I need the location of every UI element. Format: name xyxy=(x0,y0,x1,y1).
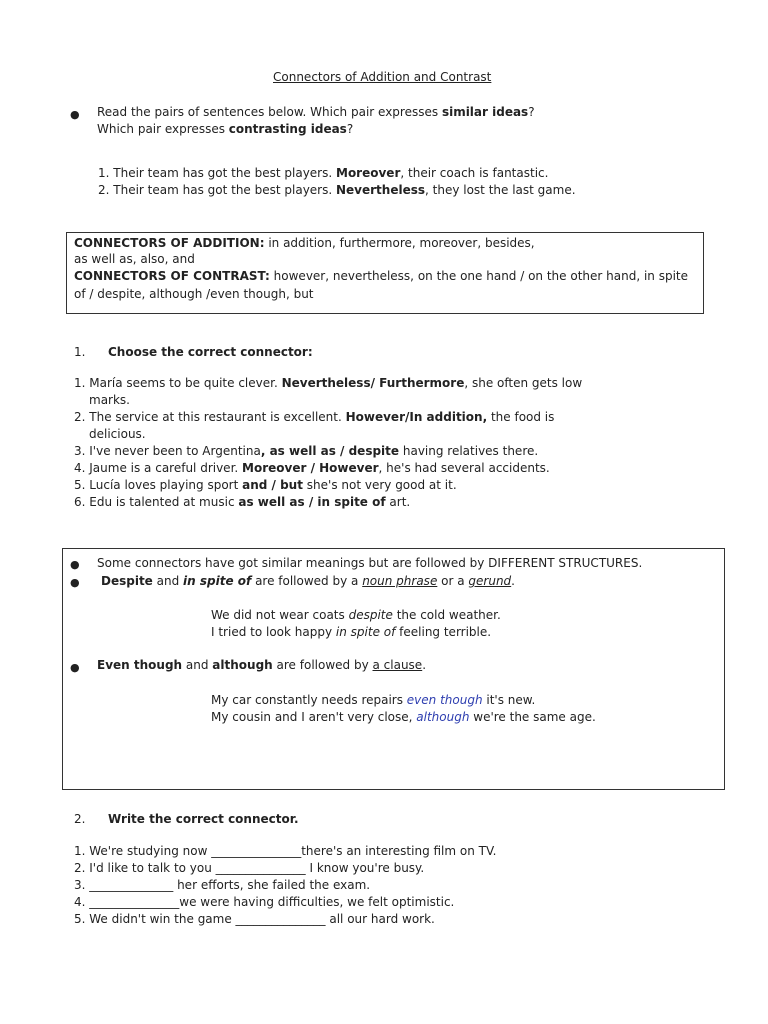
example-text: My car constantly needs repairs xyxy=(211,693,407,707)
example-text: I tried to look happy xyxy=(211,625,336,639)
item-options: as well as / in spite of xyxy=(238,495,386,509)
bullet-marker: ● xyxy=(70,558,80,571)
item-text: 2. The service at this restaurant is excellent. xyxy=(74,410,346,424)
example-connector: although xyxy=(416,710,470,724)
example-text: , their coach is fantastic. xyxy=(400,166,549,180)
intro-text: ? xyxy=(528,105,535,119)
intro-text: Which pair expresses xyxy=(97,122,229,136)
intro-question-line-1 xyxy=(97,104,535,121)
rule-text: or a xyxy=(437,574,469,588)
example-text: 2. Their team has got the best players. xyxy=(98,183,336,197)
exercise-2-item: 1. We're studying now _______________there's an interesting film on TV. xyxy=(74,844,497,858)
in-spite-of-example xyxy=(211,624,491,641)
example-connector: despite xyxy=(348,608,393,622)
item-text: 5. Lucía loves playing sport xyxy=(74,478,243,492)
addition-list: in addition, furthermore, moreover, besides, xyxy=(264,236,535,250)
connector-term: Even though xyxy=(97,658,183,672)
example-text: My cousin and I aren't very close, xyxy=(211,710,417,724)
even-though-rule xyxy=(97,657,426,674)
contrast-connectors xyxy=(74,268,688,285)
exercise-1-item xyxy=(74,494,410,511)
exercise-1-item xyxy=(74,409,554,426)
addition-connectors xyxy=(74,235,535,252)
addition-connectors-cont: as well as, also, and xyxy=(74,252,195,266)
even-though-example xyxy=(211,692,535,709)
example-text: it's new. xyxy=(482,693,536,707)
despite-example xyxy=(211,607,501,624)
item-options: However/In addition, xyxy=(345,410,488,424)
example-connector: Nevertheless xyxy=(336,183,426,197)
rule-text: are followed by xyxy=(272,658,373,672)
item-text: 1. María seems to be quite clever. xyxy=(74,376,282,390)
item-text: having relatives there. xyxy=(399,444,539,458)
intro-text: ? xyxy=(346,122,354,136)
item-text: 6. Edu is talented at music xyxy=(74,495,239,509)
structure-term: a clause xyxy=(372,658,423,672)
example-text: , they lost the last game. xyxy=(425,183,576,197)
exercise-1-item xyxy=(74,443,538,460)
exercise-2-number: 2. xyxy=(74,812,86,826)
item-text: art. xyxy=(385,495,411,509)
item-options: Nevertheless/ Furthermore xyxy=(281,376,465,390)
structure-term: gerund xyxy=(468,574,512,588)
item-text: she's not very good at it. xyxy=(302,478,457,492)
intro-emphasis: contrasting ideas xyxy=(228,122,347,136)
exercise-2-item: 2. I'd like to talk to you _______________ I know you're busy. xyxy=(74,861,425,875)
example-text: We did not wear coats xyxy=(211,608,349,622)
structure-term: noun phrase xyxy=(362,574,438,588)
item-text: 3. I've never been to Argentina xyxy=(74,444,261,458)
example-text: the cold weather. xyxy=(392,608,501,622)
item-text: , she often gets low xyxy=(464,376,583,390)
exercise-2-item: 3. ______________ her efforts, she failed the exam. xyxy=(74,878,371,892)
connector-term: Despite xyxy=(101,574,153,588)
bullet-marker: ● xyxy=(70,108,80,121)
rule-text: and xyxy=(182,658,213,672)
contrast-list: however, nevertheless, on the one hand / on the other hand, in spite xyxy=(269,269,688,283)
connector-term: in spite of xyxy=(183,574,252,588)
intro-text: Read the pairs of sentences below. Which pair expresses xyxy=(97,105,442,119)
bullet-marker: ● xyxy=(70,576,80,589)
example-text: feeling terrible. xyxy=(395,625,492,639)
item-text: , he's had several accidents. xyxy=(378,461,550,475)
example-sentence xyxy=(98,165,548,182)
exercise-1-item xyxy=(74,460,550,477)
although-example xyxy=(211,709,596,726)
example-text: 1. Their team has got the best players. xyxy=(98,166,336,180)
exercise-1-item xyxy=(74,477,457,494)
intro-emphasis: similar ideas xyxy=(441,105,529,119)
contrast-connectors-cont: of / despite, although /even though, but xyxy=(74,287,314,301)
exercise-2-heading: Write the correct connector. xyxy=(108,812,299,826)
addition-label: CONNECTORS OF ADDITION: xyxy=(74,236,265,250)
structures-note: Some connectors have got similar meanings but are followed by DIFFERENT STRUCTURES. xyxy=(97,556,643,570)
item-text: 4. Jaume is a careful driver. xyxy=(74,461,243,475)
item-options: , as well as / despite xyxy=(260,444,400,458)
page-title: Connectors of Addition and Contrast xyxy=(273,70,492,84)
exercise-1-heading: Choose the correct connector: xyxy=(108,345,313,359)
connector-term: although xyxy=(212,658,273,672)
contrast-label: CONNECTORS OF CONTRAST: xyxy=(74,269,270,283)
despite-rule xyxy=(101,573,515,590)
example-connector: in spite of xyxy=(335,625,396,639)
example-text: we're the same age. xyxy=(469,710,596,724)
example-connector: Moreover xyxy=(336,166,401,180)
exercise-1-number: 1. xyxy=(74,345,86,359)
item-options: Moreover / However xyxy=(242,461,379,475)
item-options: and / but xyxy=(242,478,303,492)
exercise-1-item-cont: delicious. xyxy=(89,427,146,441)
exercise-2-item: 5. We didn't win the game _______________ all our hard work. xyxy=(74,912,435,926)
rule-text: are followed by a xyxy=(251,574,363,588)
exercise-1-item-cont: marks. xyxy=(89,393,130,407)
rule-text: and xyxy=(152,574,184,588)
example-sentence xyxy=(98,182,576,199)
intro-question-line-2 xyxy=(97,121,353,138)
exercise-2-item: 4. _______________we were having difficulties, we felt optimistic. xyxy=(74,895,455,909)
example-connector: even though xyxy=(406,693,483,707)
rule-text: . xyxy=(511,574,515,588)
bullet-marker: ● xyxy=(70,661,80,674)
exercise-1-item xyxy=(74,375,582,392)
item-text: the food is xyxy=(487,410,555,424)
rule-text: . xyxy=(422,658,427,672)
